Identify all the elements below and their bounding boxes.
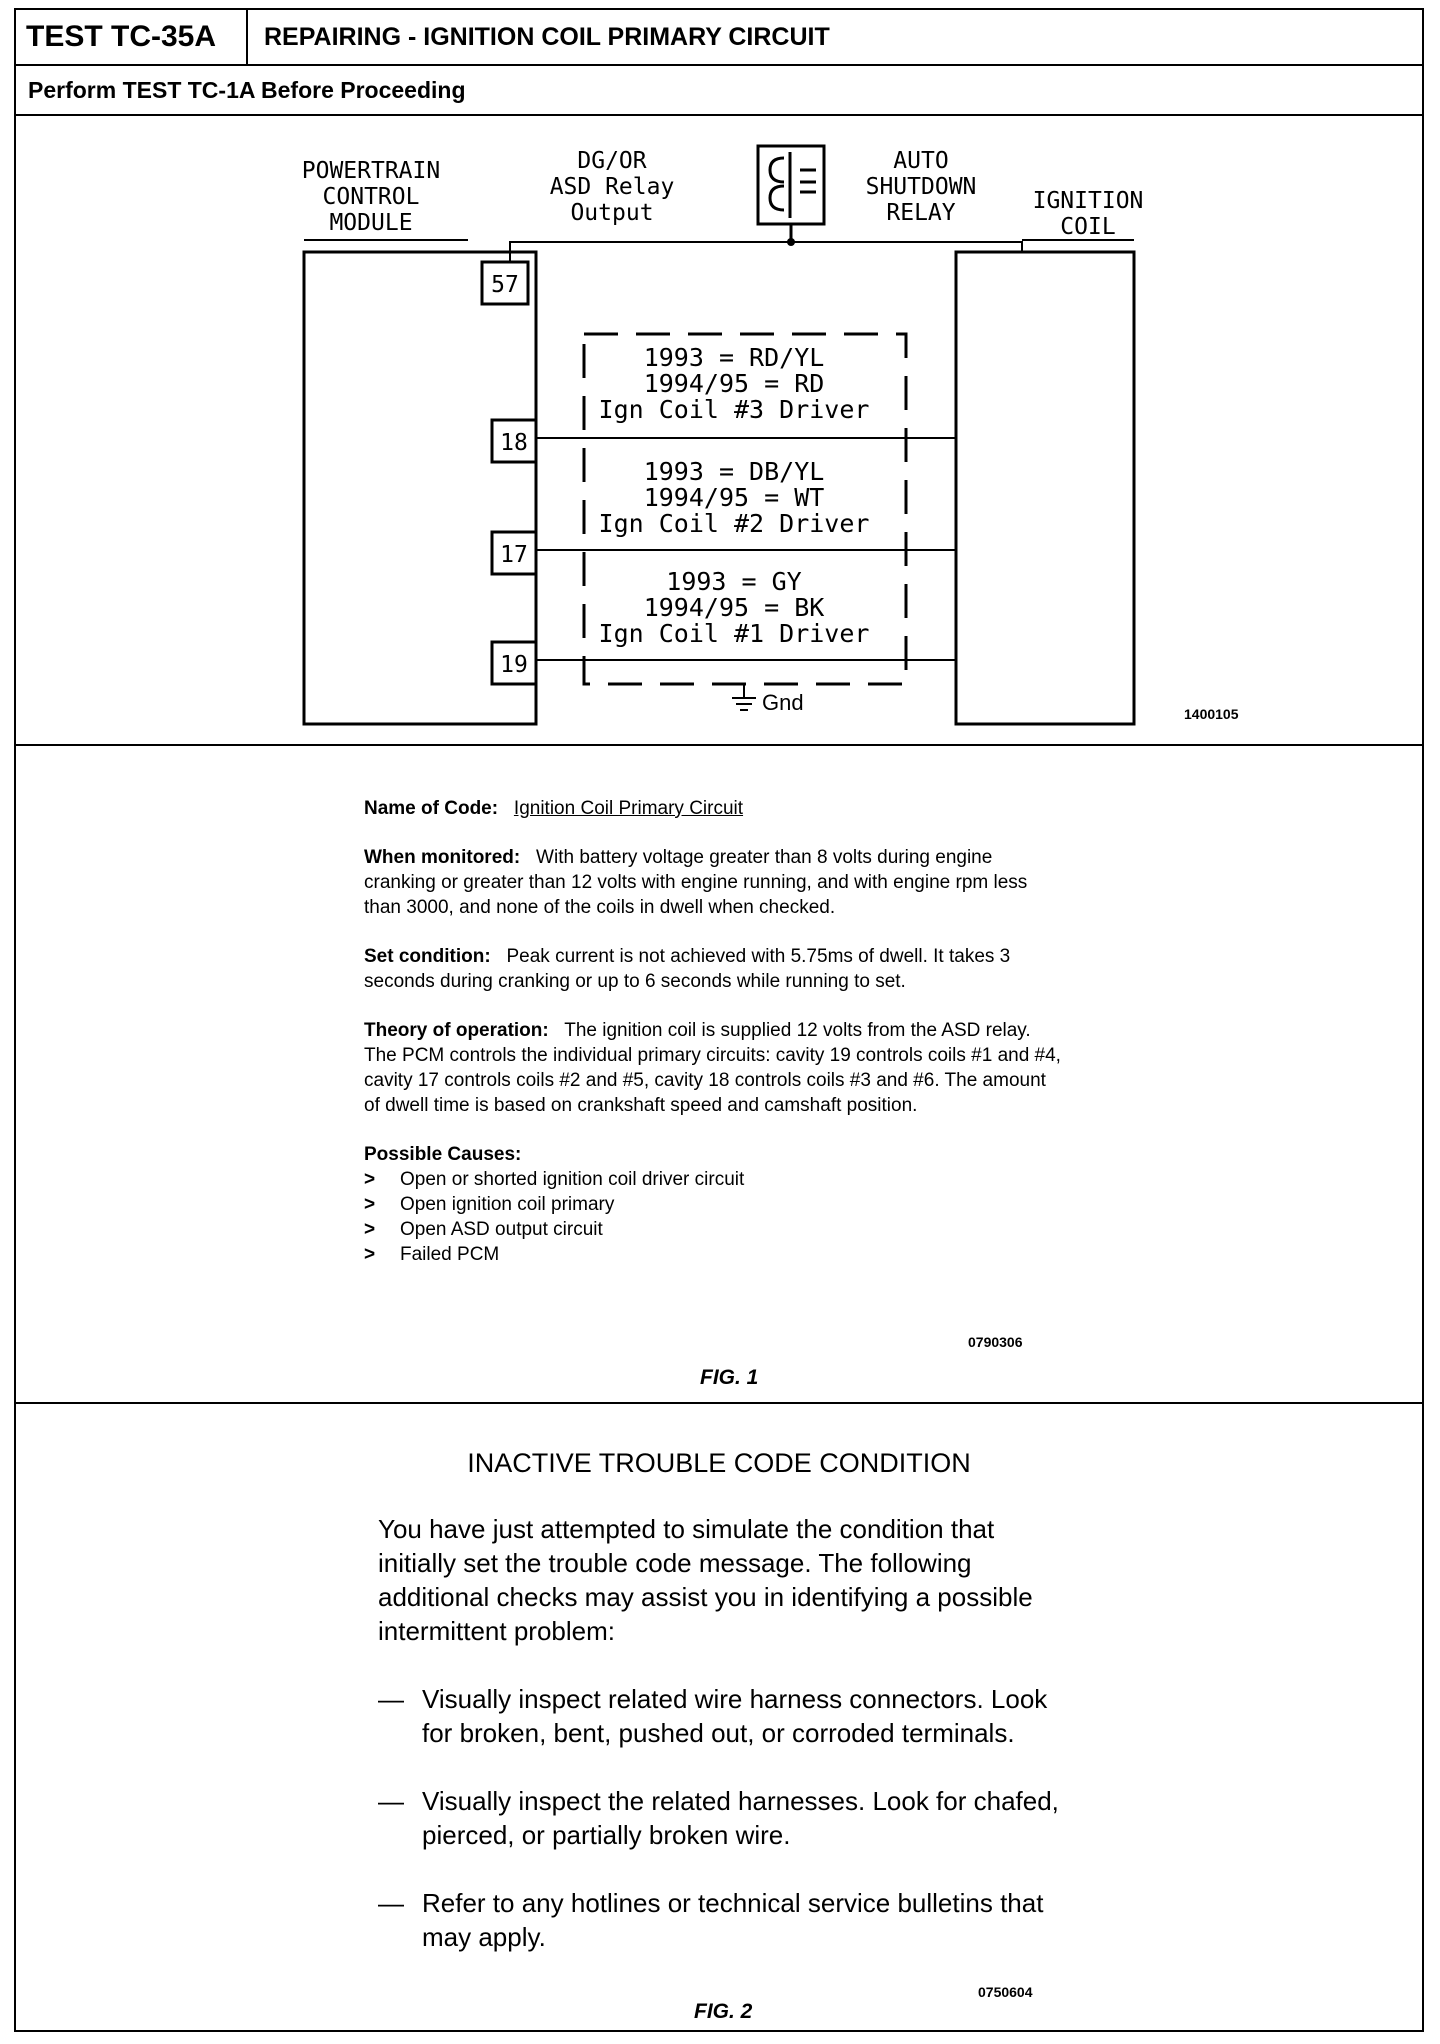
cause-item: > Open ignition coil primary [364,1194,615,1215]
check-item: — Visually inspect the related harnesses. Look for chafed, pierced, or partially broken wire. [378,1786,1059,1850]
pin-19: 19 [500,652,528,678]
wiring-diagram-section [16,116,1422,746]
asd-output-label-line-2: ASD Relay [549,174,675,200]
inactive-code-body [378,1512,1078,1988]
fig1-code: 0790306 [968,1334,1023,1350]
ignition-coil-box [956,252,1134,724]
wiring-diagram [16,116,1422,744]
circuit-18-line-3: Ign Coil #3 Driver [598,395,870,424]
when-monitored-paragraph [364,845,1064,920]
pcm-label-line-3: MODULE [329,210,413,236]
inactive-code-section [16,1404,1422,2030]
fig1-caption: FIG. 1 [700,1366,759,1389]
pin-57: 57 [491,272,519,298]
code-name-value: Ignition Coil Primary Circuit [513,798,744,819]
circuit-19-line-2: 1994/95 = BK [643,593,825,622]
circuit-18-line-1: 1993 = RD/YL [643,343,825,372]
coil-label-line-2: COIL [1060,214,1116,240]
check-item: — Visually inspect related wire harness connectors. Look for broken, bent, pushed out, or corroded terminals. [378,1684,1048,1748]
circuit-17-line-2: 1994/95 = WT [643,483,825,512]
coil-label-line-1: IGNITION [1032,188,1144,214]
title-row [16,10,1422,66]
circuit-19-line-1: 1993 = GY [666,567,802,596]
possible-causes-label: Possible Causes: [364,1144,522,1165]
intro-paragraph: You have just attempted to simulate the condition that initially set the trouble code message. The following additional checks may assist you in identifying a possible intermittent problem: [378,1514,1033,1646]
possible-causes-list [364,1167,1064,1267]
theory-text: The ignition coil is supplied 12 volts from the ASD relay. The PCM controls the individual primary circuits: cavity 19 controls coils #1 and #4, cavity 17 controls coils #2 and #5, cavity 18 controls coils #3 and #6. The amount of dwell time is based on crankshaft speed and camshaft position. [364,1020,1061,1116]
check-item: — Refer to any hotlines or technical service bulletins that may apply. [378,1888,1044,1952]
set-condition-paragraph [364,944,1064,994]
circuit-17-line-1: 1993 = DB/YL [643,457,825,486]
pcm-label-line-2: CONTROL [322,184,420,210]
when-monitored-label: When monitored: [364,847,521,868]
code-name-paragraph [364,796,1064,821]
theory-paragraph [364,1018,1064,1118]
asd-output-label-line-1: DG/OR [577,148,647,174]
cause-item: > Failed PCM [364,1244,500,1265]
relay-symbol [758,146,824,246]
theory-label: Theory of operation: [364,1020,549,1041]
diagram-figure-code: 1400105 [1184,706,1239,722]
pin-17: 17 [500,542,528,568]
code-name-label: Name of Code: [364,798,499,819]
relay-label-line-1: AUTO [893,148,949,174]
circuit-19-line-3: Ign Coil #1 Driver [598,619,870,648]
relay-label-line-3: RELAY [886,200,956,226]
ground-icon [732,684,756,710]
prerequisite-note: Perform TEST TC-1A Before Proceeding [16,66,1422,116]
set-condition-text: Peak current is not achieved with 5.75ms of dwell. It takes 3 seconds during cranking or up to 6 seconds while running to set. [364,946,1011,992]
inactive-code-title: INACTIVE TROUBLE CODE CONDITION [467,1448,971,1478]
pcm-label-line-1: POWERTRAIN [301,158,441,184]
test-id: TEST TC-35A [16,10,248,64]
circuit-18-line-2: 1994/95 = RD [643,369,825,398]
fig2-code: 0750604 [978,1984,1033,2000]
circuit-17-line-3: Ign Coil #2 Driver [598,509,870,538]
asd-output-wire [510,242,1022,262]
relay-label-line-2: SHUTDOWN [865,174,977,200]
fig2-caption: FIG. 2 [694,2000,753,2023]
test-title: REPAIRING - IGNITION COIL PRIMARY CIRCUIT [264,23,830,51]
cause-item: > Open ASD output circuit [364,1219,603,1240]
asd-output-label-line-3: Output [570,200,654,226]
set-condition-label: Set condition: [364,946,491,967]
cause-item: > Open or shorted ignition coil driver circuit [364,1169,745,1190]
code-description-section [16,746,1422,1404]
ground-label: Gnd [762,690,804,715]
pin-18: 18 [500,430,528,456]
code-description [364,796,1064,1267]
test-page [14,8,1424,2032]
when-monitored-text: With battery voltage greater than 8 volts during engine cranking or greater than 12 volts with engine running, and with engine rpm less than 3000, and none of the coils in dwell when checked. [364,847,1028,918]
